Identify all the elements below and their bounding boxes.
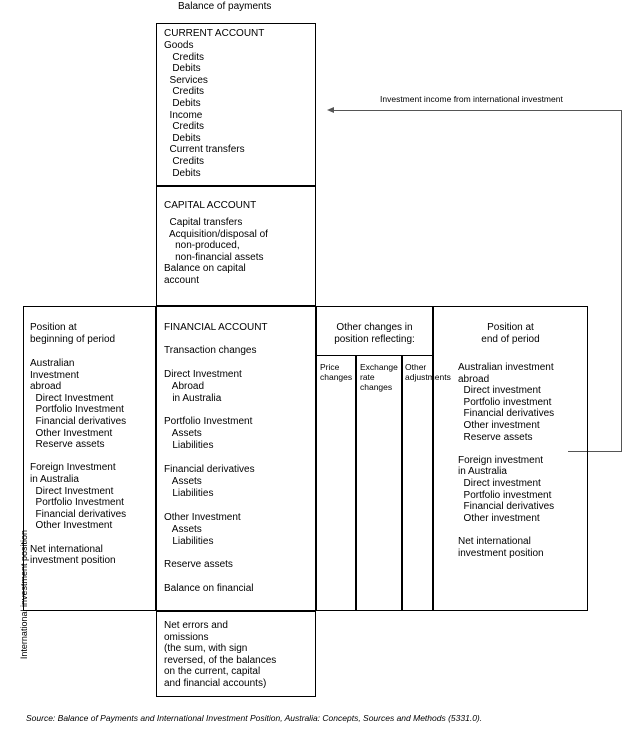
current-account-line-4: Credits: [164, 86, 205, 98]
net-errors-line-1: omissions: [164, 631, 209, 643]
other-changes-column-other: [402, 355, 433, 611]
other-changes-col1-line2: rate: [360, 372, 375, 382]
position-end-line-4: Financial derivatives: [458, 408, 555, 420]
financial-account-line-16: Liabilities: [164, 535, 214, 547]
other-changes-column-price: [316, 355, 356, 611]
current-account-lines: [164, 40, 245, 179]
capital-account-line-1: Acquisition/disposal of: [164, 228, 268, 240]
position-end-line-5: Other investment: [458, 419, 540, 431]
position-beginning-line-7: Reserve assets: [30, 439, 105, 451]
international-investment-position-label: [8, 310, 29, 660]
other-changes-col0-line2: changes: [320, 372, 353, 382]
other-changes-col2-line1: Other: [405, 362, 427, 372]
other-changes-heading: [316, 322, 433, 345]
net-errors-line-3: reversed, of the balances: [164, 654, 277, 666]
position-beginning-line-9: Foreign Investment: [30, 462, 116, 474]
position-end-line-15: Net international: [458, 535, 531, 547]
current-account-line-9: Current transfers: [164, 144, 245, 156]
position-beginning-heading: [30, 322, 115, 345]
capital-account-line-5: account: [164, 274, 200, 286]
financial-account-line-0: Transaction changes: [164, 345, 257, 356]
other-changes-heading-line1: Other changes in: [336, 322, 413, 333]
financial-account-line-20: Balance on financial: [164, 583, 254, 595]
position-end-heading-line1: Position at: [487, 322, 534, 333]
position-end-line-13: Other investment: [458, 512, 540, 524]
capital-account-line-2: non-produced,: [164, 240, 240, 252]
financial-account-line-8: Liabilities: [164, 440, 214, 452]
position-end-line-1: abroad: [458, 373, 490, 385]
position-beginning-line-10: in Australia: [30, 473, 79, 485]
current-account-line-0: Goods: [164, 40, 194, 51]
net-errors-line-4: on the current, capital: [164, 666, 261, 678]
position-end-lines: [458, 362, 554, 559]
investment-income-arrow-line-top: [334, 110, 622, 111]
current-account-line-10: Credits: [164, 155, 205, 167]
position-end-line-16: investment position: [458, 547, 544, 559]
financial-account-lines: [164, 345, 256, 595]
diagram-title: Balance of payments: [178, 1, 272, 12]
net-errors-line-5: and financial accounts): [164, 677, 267, 689]
capital-account-heading: CAPITAL ACCOUNT: [164, 200, 257, 211]
financial-account-line-3: Abroad: [164, 380, 205, 392]
position-beginning-line-2: abroad: [30, 381, 62, 393]
investment-income-arrow-label: Investment income from international investment: [380, 94, 563, 104]
financial-account-line-7: Assets: [164, 428, 202, 440]
position-beginning-line-0: Australian: [30, 358, 75, 369]
position-end-line-6: Reserve assets: [458, 431, 533, 443]
position-beginning-line-13: Financial derivatives: [30, 508, 127, 520]
capital-account-line-3: non-financial assets: [164, 251, 264, 263]
position-end-heading: [433, 322, 588, 345]
position-end-line-0: Australian investment: [458, 362, 554, 373]
position-end-line-12: Financial derivatives: [458, 501, 555, 513]
position-beginning-line-14: Other Investment: [30, 520, 113, 532]
current-account-line-7: Credits: [164, 121, 205, 133]
other-changes-col1-line1: Exchange: [360, 362, 398, 372]
capital-account-lines: [164, 217, 268, 287]
position-beginning-heading-line2: beginning of period: [30, 333, 116, 345]
position-end-line-11: Portfolio investment: [458, 489, 552, 501]
financial-account-line-6: Portfolio Investment: [164, 416, 253, 428]
current-account-line-5: Debits: [164, 97, 201, 109]
position-end-line-8: Foreign investment: [458, 454, 544, 466]
other-changes-column-price-label: [320, 362, 352, 382]
financial-account-line-15: Assets: [164, 523, 202, 535]
other-changes-col2-line2: adjustments: [405, 372, 451, 382]
current-account-line-2: Debits: [164, 63, 201, 75]
current-account-line-8: Debits: [164, 132, 201, 144]
position-beginning-line-4: Portfolio Investment: [30, 404, 124, 416]
other-changes-col0-line1: Price: [320, 362, 340, 372]
position-beginning-heading-line1: Position at: [30, 322, 77, 333]
position-end-heading-line2: end of period: [481, 333, 540, 345]
net-errors-line-0: Net errors and: [164, 620, 228, 631]
current-account-line-3: Services: [164, 74, 208, 86]
position-beginning-line-11: Direct Investment: [30, 485, 114, 497]
current-account-line-1: Credits: [164, 51, 205, 63]
position-beginning-line-5: Financial derivatives: [30, 415, 127, 427]
net-errors-line-2: (the sum, with sign: [164, 643, 248, 655]
financial-account-line-14: Other Investment: [164, 511, 241, 523]
financial-account-line-12: Liabilities: [164, 487, 214, 499]
investment-income-arrow-line-right: [621, 110, 622, 452]
position-end-line-2: Direct investment: [458, 385, 541, 397]
financial-account-line-2: Direct Investment: [164, 368, 242, 380]
financial-account-heading: FINANCIAL ACCOUNT: [164, 322, 268, 333]
investment-income-arrowhead: [327, 107, 334, 113]
financial-account-line-11: Assets: [164, 475, 202, 487]
current-account-line-11: Debits: [164, 167, 201, 179]
financial-account-line-10: Financial derivatives: [164, 464, 255, 476]
source-note: Source: Balance of Payments and International Investment Position, Australia: Concepts, Sources and Methods (5331.0).: [26, 713, 483, 723]
financial-account-line-18: Reserve assets: [164, 559, 233, 571]
other-changes-column-exchange: [356, 355, 402, 611]
position-end-line-10: Direct investment: [458, 477, 541, 489]
international-investment-position-label-text: International investment position: [19, 530, 29, 660]
current-account-heading: CURRENT ACCOUNT: [164, 28, 265, 39]
capital-account-line-0: Capital transfers: [164, 217, 243, 228]
other-changes-col1-line3: changes: [360, 382, 393, 392]
position-beginning-line-12: Portfolio Investment: [30, 497, 124, 509]
position-beginning-line-3: Direct Investment: [30, 392, 114, 404]
position-beginning-line-6: Other Investment: [30, 427, 113, 439]
other-changes-column-exchange-label: [360, 362, 398, 392]
net-errors-lines: [164, 620, 276, 690]
position-beginning-line-1: Investment: [30, 369, 79, 381]
position-end-line-3: Portfolio investment: [458, 396, 552, 408]
capital-account-line-4: Balance on capital: [164, 263, 246, 275]
financial-account-line-4: in Australia: [164, 392, 222, 404]
position-beginning-line-17: investment position: [30, 555, 116, 567]
position-end-line-9: in Australia: [458, 466, 507, 478]
position-beginning-lines: [30, 358, 126, 567]
current-account-line-6: Income: [164, 109, 203, 121]
other-changes-heading-line2: position reflecting:: [334, 333, 415, 345]
position-beginning-line-16: Net international: [30, 543, 103, 555]
